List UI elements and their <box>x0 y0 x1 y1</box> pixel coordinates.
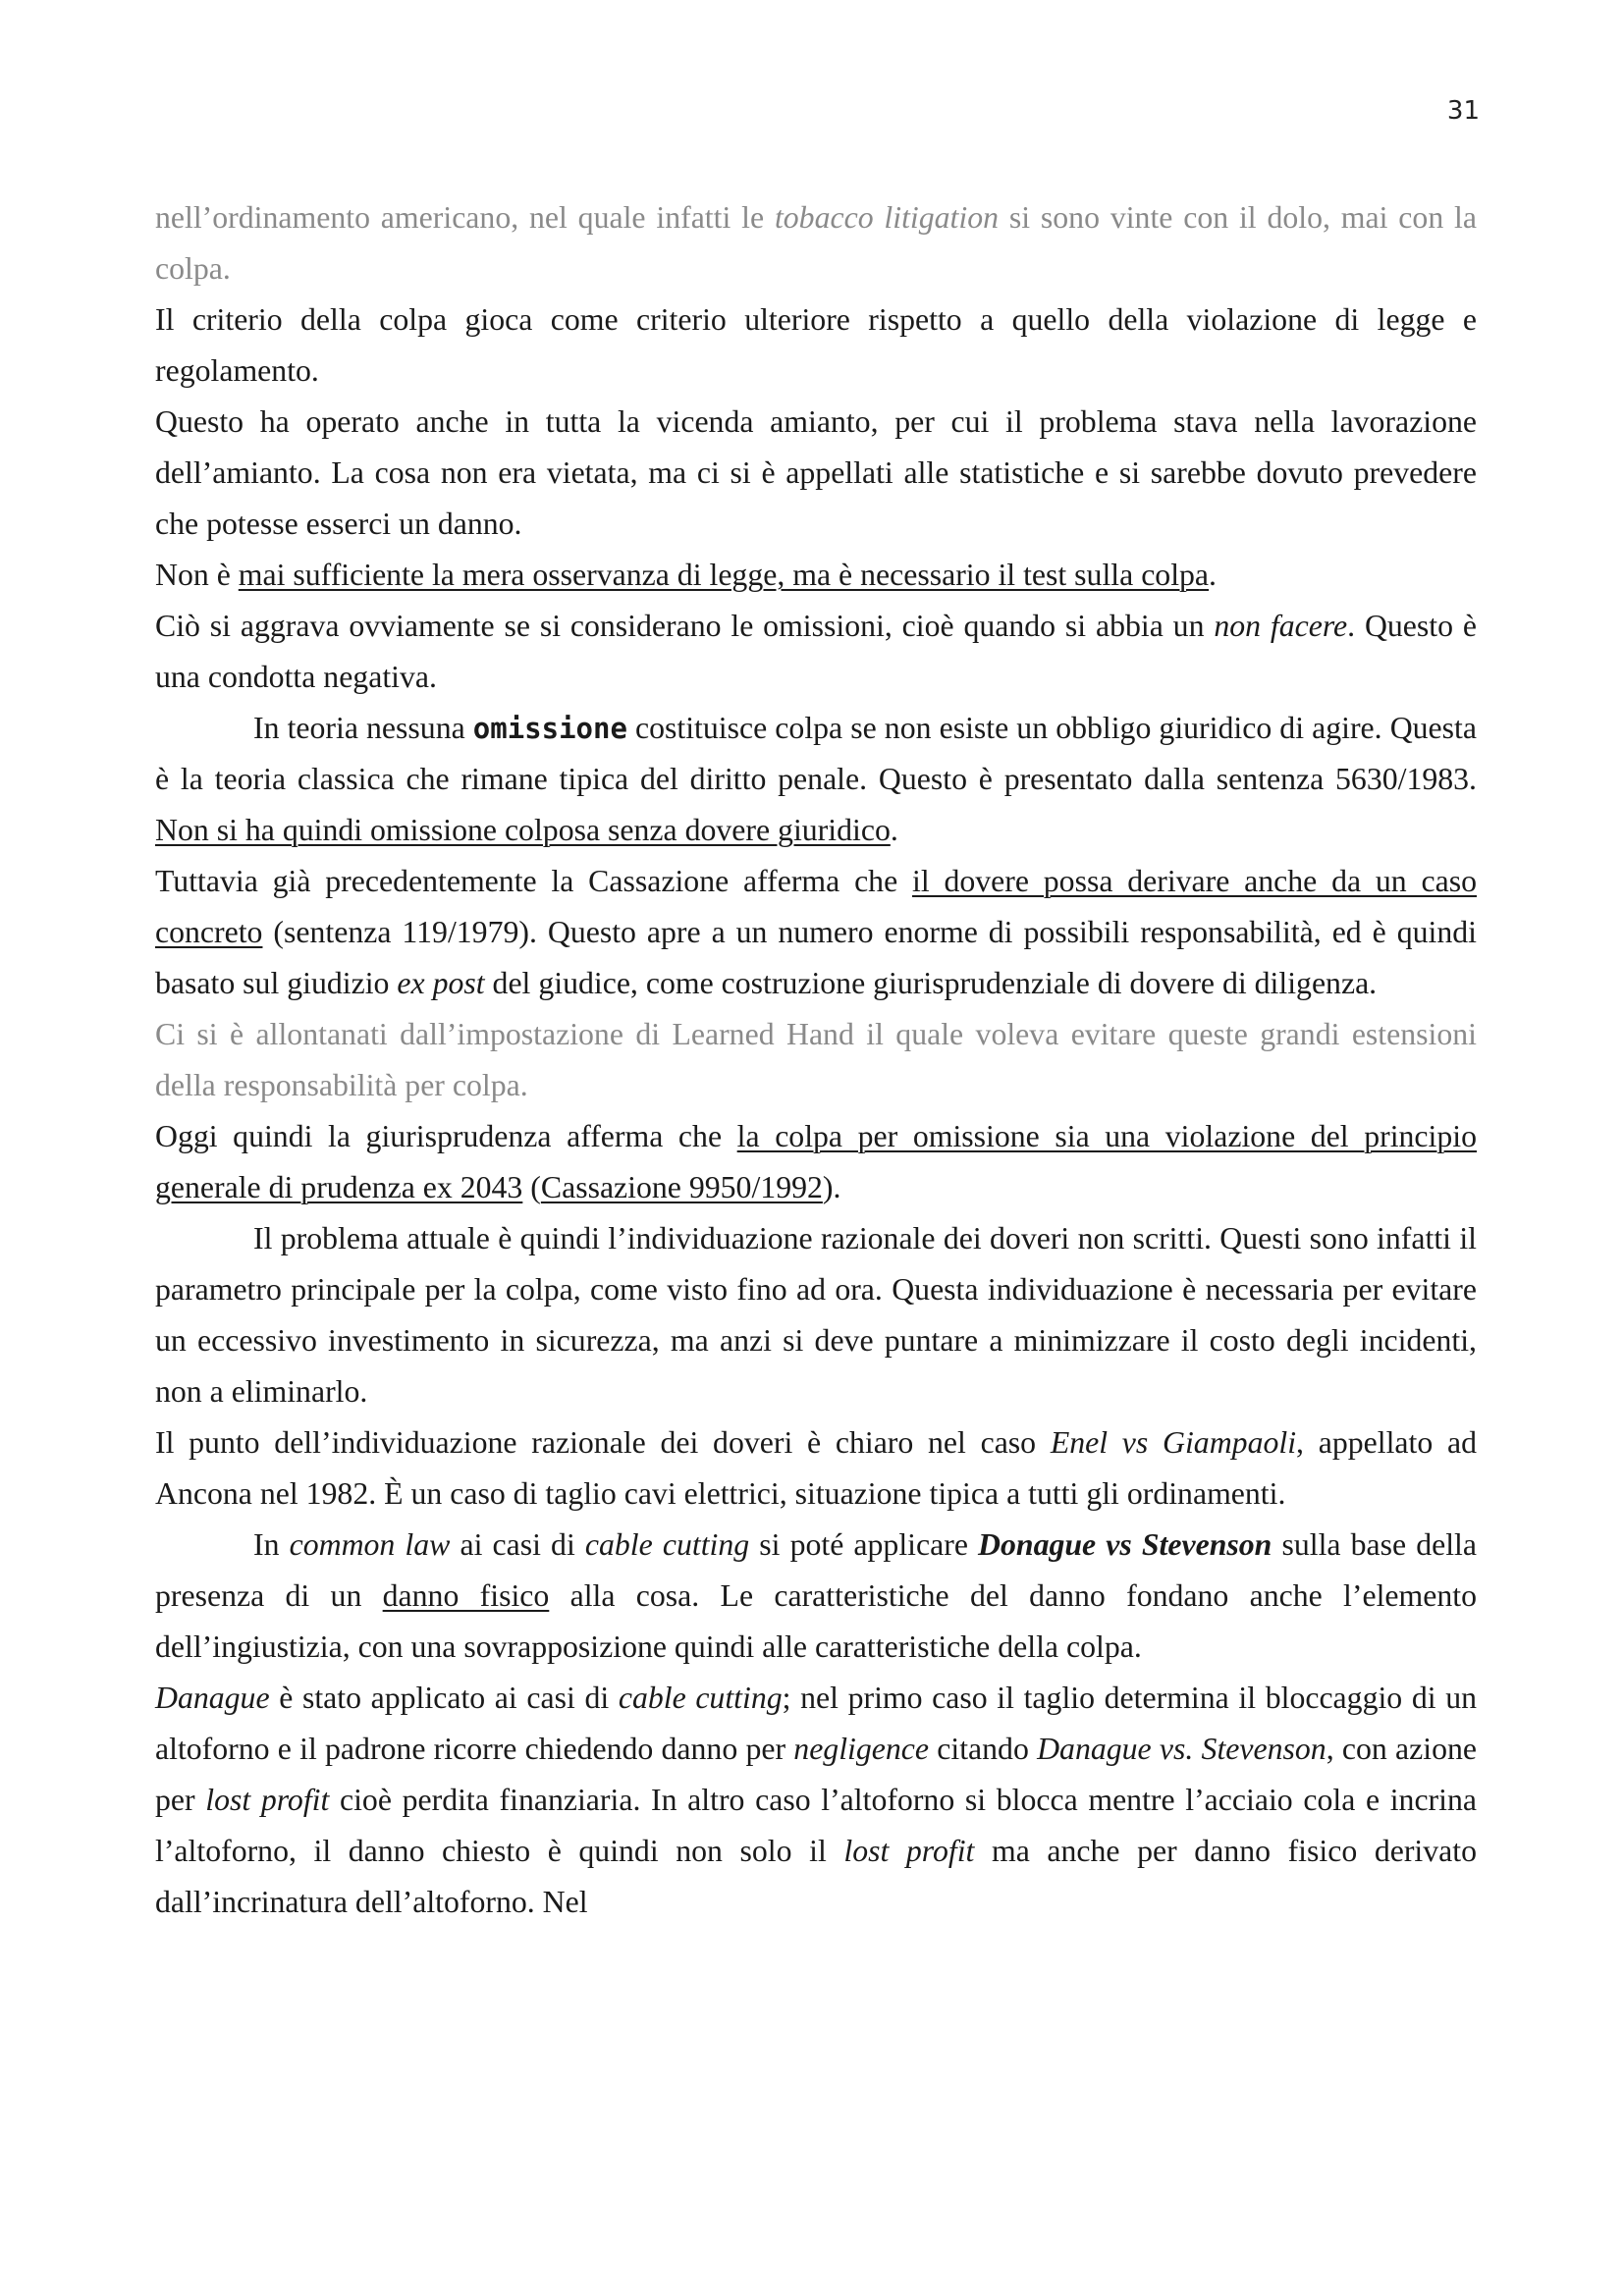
text-run: In teoria nessuna <box>253 711 473 745</box>
bold-term: omissione <box>472 712 627 745</box>
text-run: del giudice, come costruzione giurisprudenziale di dovere di diligenza. <box>484 966 1378 1000</box>
text-run: nell’ordinamento americano, nel quale infatti le <box>155 200 775 235</box>
paragraph-10: Il problema attuale è quindi l’individuazione razionale dei doveri non scritti. Questi sono infatti il parametro principale per la colpa, come visto fino ad ora. Questa individuazione è necessaria per evitare un eccessivo investimento in sicurezza, ma anzi si deve puntare a minimizzare il costo degli incidenti, non a eliminarlo. <box>155 1221 1477 1409</box>
text-run: Non è <box>155 558 239 592</box>
text-run: è stato applicato ai casi di <box>269 1681 619 1715</box>
text-run: Il punto dell’individuazione razionale dei doveri è chiaro nel caso <box>155 1425 1051 1460</box>
text-run: cioè perdita finanziaria. In altro caso l’altoforno si blocca mentre l’acciaio cola e incrina l’altoforno, il danno chiesto è quindi non solo il <box>155 1783 1477 1868</box>
text-run: ai casi di <box>450 1527 585 1562</box>
italic-term: non facere <box>1214 609 1348 643</box>
underlined-text: mai sufficiente la mera osservanza di legge, ma è necessario il test sulla colpa <box>238 558 1210 592</box>
text-run: sulla base della presenza di un <box>155 1527 1478 1613</box>
text-run: citando <box>929 1732 1038 1766</box>
paragraph-8: Ci si è allontanati dall’impostazione di Learned Hand il quale voleva evitare queste grandi estensioni della responsabilità per colpa. <box>155 1017 1477 1102</box>
page-number: 31 <box>1446 96 1480 126</box>
paragraph-1 <box>155 192 1477 294</box>
text-run: alla cosa. Le caratteristiche del danno fondano anche l’elemento dell’ingiustizia, con una sovrapposizione quindi alle caratteristiche della colpa. <box>155 1578 1477 1664</box>
underlined-text: Cassazione 9950/1992 <box>540 1170 823 1204</box>
italic-term: Enel vs Giampaoli <box>1050 1425 1297 1460</box>
text-run: . Questo è una condotta negativa. <box>155 609 1477 694</box>
text-run: In <box>253 1527 290 1562</box>
text-run: costituisce colpa se non esiste un obbligo giuridico di agire. Questa è la teoria classica che rimane tipica del diritto penale. Questo è presentato dalla sentenza 5630/1983. <box>155 711 1477 796</box>
paragraph-11 <box>155 1417 1477 1520</box>
paragraph-9 <box>155 1111 1477 1213</box>
paragraph-7 <box>155 856 1477 1009</box>
text-run: Ciò si aggrava ovviamente se si considerano le omissioni, cioè quando si abbia un <box>155 609 1215 643</box>
italic-term: cable cutting <box>618 1681 783 1715</box>
italic-term: Danague <box>155 1681 270 1715</box>
paragraph-13 <box>155 1673 1477 1928</box>
bold-term: Donague vs Stevenson <box>978 1527 1272 1562</box>
paragraph-12 <box>155 1520 1477 1673</box>
paragraph-2: Il criterio della colpa gioca come criterio ulteriore rispetto a quello della violazione di legge e regolamento. <box>155 302 1477 388</box>
paragraph-4 <box>155 550 1477 601</box>
italic-term: cable cutting <box>584 1527 750 1562</box>
italic-term: lost profit <box>205 1783 330 1817</box>
text-run: ma anche per danno fisico derivato dall’incrinatura dell’altoforno. Nel <box>155 1834 1477 1919</box>
text-run: ). <box>822 1170 841 1204</box>
text-run: . <box>1209 558 1217 592</box>
text-run: si sono vinte con il dolo, mai con la colpa. <box>155 200 1477 286</box>
italic-term: common law <box>289 1527 451 1562</box>
italic-term: negligence <box>793 1732 930 1766</box>
text-run: , appellato ad Ancona nel 1982. È un caso di taglio cavi elettrici, situazione tipica a tutti gli ordinamenti. <box>155 1425 1477 1511</box>
underlined-text: Non si ha quindi omissione colposa senza dovere giuridico <box>155 813 891 847</box>
text-run: Tuttavia già precedentemente la Cassazione afferma che <box>155 864 912 898</box>
paragraph-6 <box>155 703 1477 856</box>
italic-term: tobacco litigation <box>774 200 1000 235</box>
italic-term: Danague vs. Stevenson <box>1037 1732 1326 1766</box>
paragraph-5 <box>155 601 1477 703</box>
underlined-text: danno fisico <box>382 1578 550 1613</box>
text-run: , con azione per <box>155 1732 1477 1817</box>
paragraph-3: Questo ha operato anche in tutta la vicenda amianto, per cui il problema stava nella lavorazione dell’amianto. La cosa non era vietata, ma ci si è appellati alle statistiche e si sarebbe dovuto prevedere che potesse esserci un danno. <box>155 404 1477 541</box>
body-text <box>155 192 1477 1928</box>
underlined-text: il dovere possa derivare anche da un caso concreto <box>155 864 1477 949</box>
italic-term: ex post <box>397 966 485 1000</box>
text-run: ; nel primo caso il taglio determina il bloccaggio di un altoforno e il padrone ricorre chiedendo danno per <box>155 1681 1477 1766</box>
text-run: Oggi quindi la giurisprudenza afferma che <box>155 1119 737 1153</box>
text-run: (sentenza 119/1979). Questo apre a un numero enorme di possibili responsabilità, ed è quindi basato sul giudizio <box>155 915 1477 1000</box>
text-run: ( <box>522 1170 541 1204</box>
text-run: si poté applicare <box>749 1527 979 1562</box>
italic-term: lost profit <box>843 1834 975 1868</box>
underlined-text: la colpa per omissione sia una violazione del principio generale di prudenza ex 2043 <box>155 1119 1478 1204</box>
text-run: . <box>890 813 898 847</box>
